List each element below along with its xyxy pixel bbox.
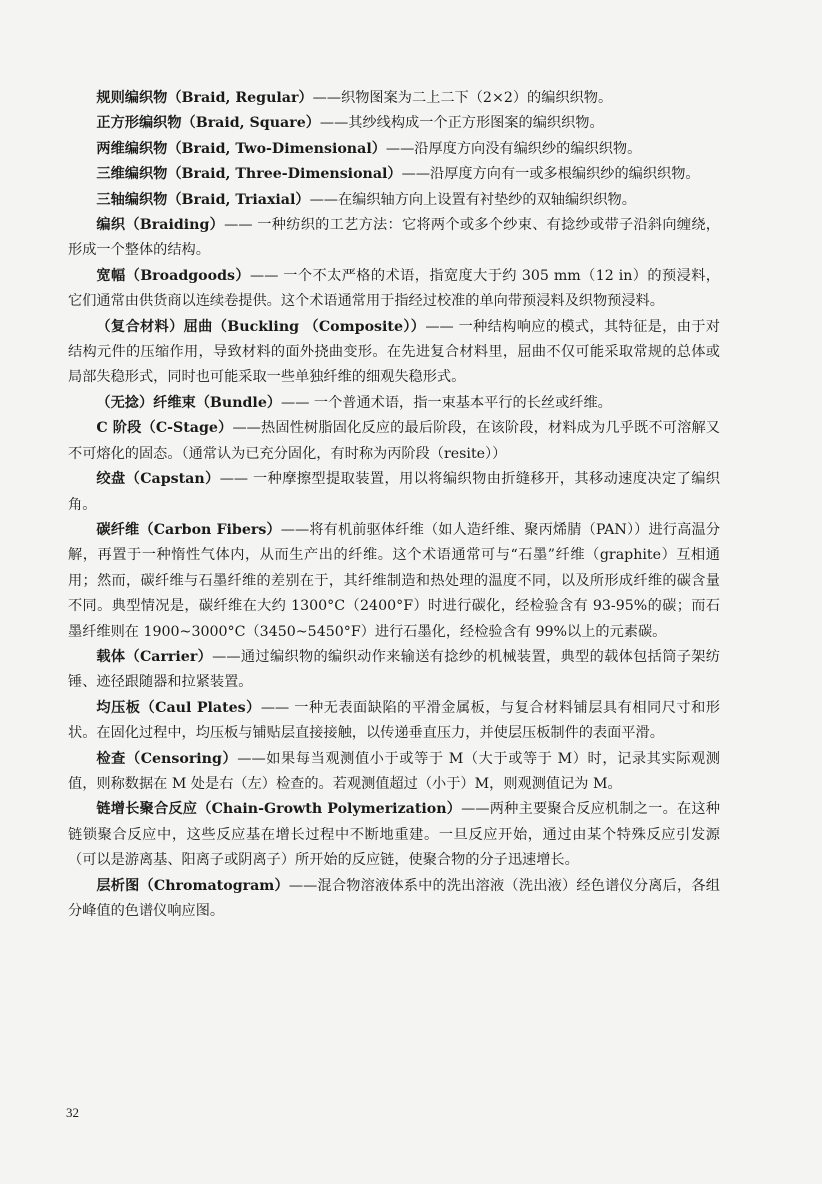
entry-term: 链增长聚合反应（Chain-Growth Polymerization） <box>96 801 462 818</box>
entry-definition: —— 一种摩擦型提取装置，用以将编织物由折缝移开，其移动速度决定了编织角。 <box>68 471 720 513</box>
entry-term: 规则编织物（Braid, Regular） <box>96 90 313 106</box>
glossary-entry <box>68 391 720 416</box>
entry-definition: ——将有机前驱体纤维（如人造纤维、聚丙烯腈（PAN））进行高温分解，再置于一种惰性气体内，从而生产出的纤维。这个术语通常可与“石墨”纤维（graphite）互相通用；然而，碳纤维与石墨纤维的差别在于，其纤维制造和热处理的温度不同，以及所形成纤维的碳含量不同。典型情况是，碳纤维在大约 1300°C（2400°F）时进行碳化，经检验含有 93-95%的碳；而石墨纤维则在 1900~3000°C（3450~5450°F）进行石墨化，经检验含有 99%以上的元素碳。 <box>68 521 721 640</box>
entry-term: 均压板（Caul Plates） <box>96 699 261 716</box>
entry-term: 载体（Carrier） <box>96 648 213 665</box>
entry-term: 宽幅（Broadgoods） <box>96 267 250 284</box>
entry-definition: —— 一种纺织的工艺方法：它将两个或多个纱束、有捻纱或带子沿斜向缠绕，形成一个整体的结构。 <box>68 217 720 259</box>
entry-term: 两维编织物（Braid, Two-Dimensional） <box>96 140 386 157</box>
entry-definition: ——如果每当观测值小于或等于 M（大于或等于 M）时，记录其实际观测值，则称数据在 M 处是右（左）检查的。若观测值超过（小于）M，则观测值记为 M。 <box>68 750 720 792</box>
entry-term: （复合材料）屈曲（Buckling （Composite）） <box>96 318 426 335</box>
entry-definition: ——热固性树脂固化反应的最后阶段，在该阶段，材料成为几乎既不可溶解又不可熔化的固态。（通常认为已充分固化，有时称为丙阶段（resite）） <box>68 420 720 462</box>
entry-term: 正方形编织物（Braid, Square） <box>96 115 320 132</box>
entry-definition: ——其纱线构成一个正方形图案的编织织物。 <box>319 115 604 132</box>
glossary-entry <box>68 747 720 798</box>
entry-definition: ——通过编织物的编织动作来输送有捻纱的机械装置，典型的载体包括筒子架纺锤、迹径跟随器和拉紧装置。 <box>68 648 720 691</box>
glossary-entry <box>68 467 720 518</box>
entry-definition: —— 一个不太严格的术语，指宽度大于约 305 mm（12 in）的预浸料，它们通常由供货商以连续卷提供。这个术语通常用于指经过校准的单向带预浸料及织物预浸料。 <box>68 267 720 310</box>
entry-term: 碳纤维（Carbon Fibers） <box>96 521 281 538</box>
entry-term: 绞盘（Capstan） <box>96 471 220 488</box>
glossary-entry <box>68 86 720 111</box>
glossary-entry <box>68 416 720 467</box>
page-number: 32 <box>66 1105 79 1120</box>
glossary-page <box>68 86 720 924</box>
entry-term: 三轴编织物（Braid, Triaxial） <box>96 191 310 208</box>
entry-term: 层析图（Chromatogram） <box>96 877 289 894</box>
entry-definition: ——在编织轴方向上设置有衬垫纱的双轴编织织物。 <box>309 191 636 208</box>
entry-term: 编织（Braiding） <box>96 217 225 234</box>
entry-definition: ——沿厚度方向没有编织纱的编织织物。 <box>385 140 642 157</box>
entry-definition: —— 一种结构响应的模式，其特征是，由于对结构元件的压缩作用，导致材料的面外挠曲变形。在先进复合材料里，屈曲不仅可能采取常规的总体或局部失稳形式，同时也可能采取一些单独纤维的细观失稳形式。 <box>68 318 720 386</box>
entry-term: 检查（Censoring） <box>96 750 238 767</box>
entry-definition: ——织物图案为二上二下（2×2）的编织织物。 <box>312 90 613 106</box>
entry-definition: —— 一种无表面缺陷的平滑金属板，与复合材料铺层具有相同尺寸和形状。在固化过程中，均压板与铺贴层直接接触，以传递垂直压力，并使层压板制件的表面平滑。 <box>68 699 720 742</box>
entry-definition: ——混合物溶液体系中的洗出溶液（洗出液）经色谱仪分离后，各组分峰值的色谱仪响应图。 <box>68 877 720 919</box>
glossary-entry <box>68 188 720 213</box>
entry-definition: —— 一个普通术语，指一束基本平行的长丝或纤维。 <box>281 394 612 411</box>
glossary-entry <box>68 162 720 187</box>
glossary-entry <box>68 137 720 162</box>
glossary-entry <box>68 797 720 873</box>
entry-term: C 阶段（C-Stage） <box>96 420 233 437</box>
glossary-entry <box>68 874 720 925</box>
glossary-entry <box>68 315 720 391</box>
glossary-entry <box>68 518 720 645</box>
glossary-entry <box>68 645 720 696</box>
glossary-entry <box>68 213 720 264</box>
entry-definition: ——两种主要聚合反应机制之一。在这种链锁聚合反应中，这些反应基在增长过程中不断地重建。一旦反应开始，通过由某个特殊反应引发源（可以是游离基、阳离子或阴离子）所开始的反应链，使聚合物的分子迅速增长。 <box>68 801 720 869</box>
glossary-entry <box>68 111 720 136</box>
entry-term: （无捻）纤维束（Bundle） <box>96 394 282 411</box>
glossary-entry <box>68 264 720 315</box>
glossary-entry <box>68 696 720 747</box>
entry-definition: ——沿厚度方向有一或多根编织纱的编织织物。 <box>401 166 700 183</box>
entry-term: 三维编织物（Braid, Three-Dimensional） <box>96 166 402 183</box>
